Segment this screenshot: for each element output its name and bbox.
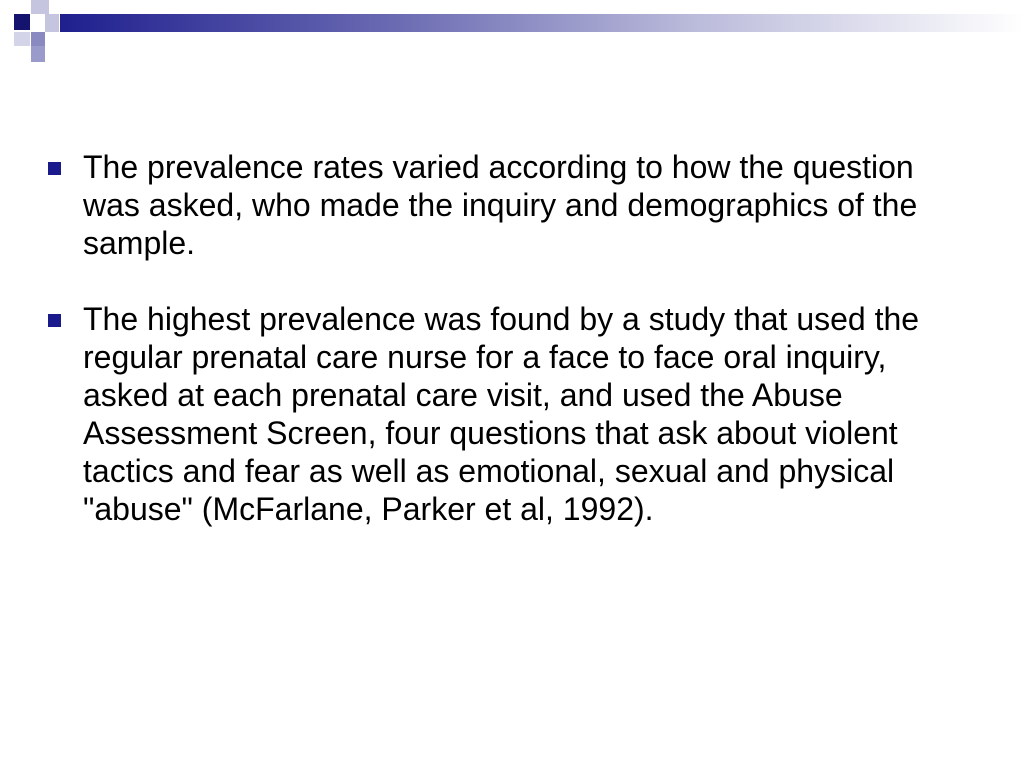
square-bullet-icon (48, 314, 61, 327)
bullet-item (44, 300, 964, 528)
bullet-text: The prevalence rates varied according to how the question was asked, who made the inquiry and demographics of the sample. (83, 149, 918, 261)
bullet-text: The highest prevalence was found by a study that used the regular prenatal care nurse for a face to face oral inquiry, asked at each prenatal care visit, and used the Abuse Assessment Screen, four questions that ask about violent tactics and fear as well as emotional, sexual and physical "abuse" (McFarlane, Parker et al, 1992). (83, 301, 920, 527)
decorative-square (31, 32, 45, 46)
decorative-square (31, 14, 43, 32)
decorative-square (14, 32, 30, 46)
header-gradient-band (60, 14, 1024, 32)
decorative-square (45, 32, 61, 46)
slide-body (44, 148, 964, 566)
bullet-list (44, 148, 964, 528)
bullet-item (44, 148, 964, 262)
decorative-square (31, 0, 49, 14)
decorative-square (45, 14, 59, 32)
decorative-square (14, 14, 30, 30)
square-bullet-icon (48, 162, 61, 175)
decorative-square (31, 46, 45, 62)
